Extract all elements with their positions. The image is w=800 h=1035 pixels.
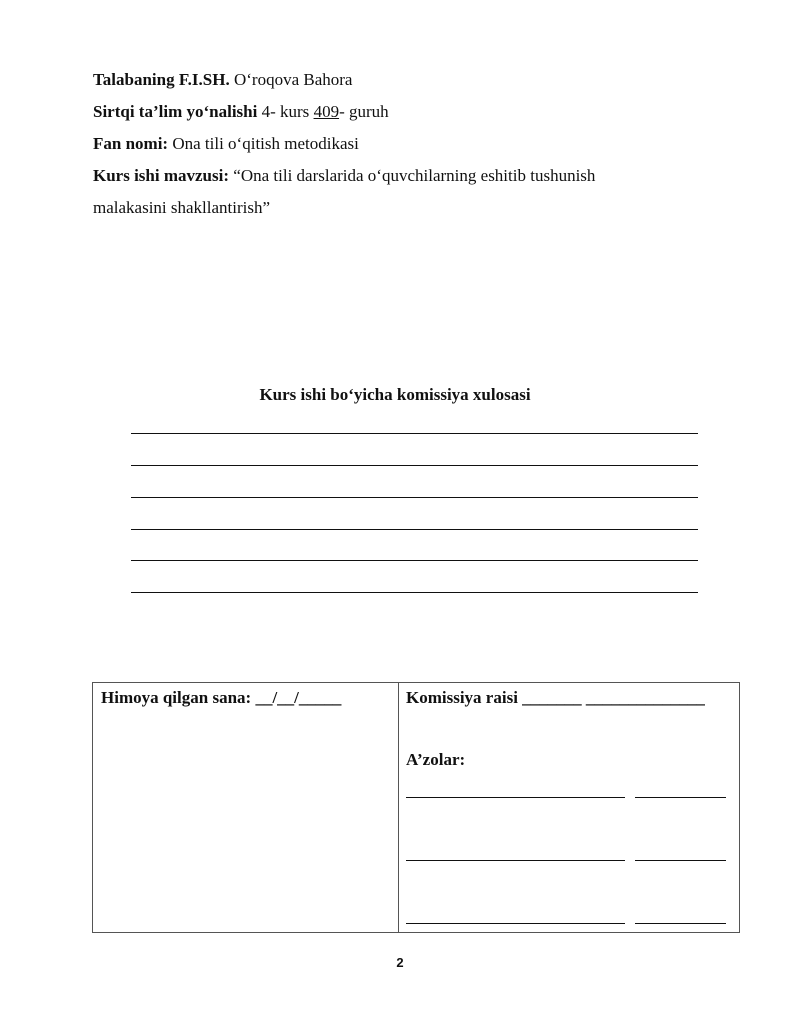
defense-table [92, 682, 740, 933]
program-line [93, 102, 389, 122]
topic-line-2 [93, 198, 270, 218]
course-text: 4- kurs [257, 102, 314, 121]
conclusion-line[interactable] [131, 560, 698, 561]
page-number: 2 [396, 955, 404, 970]
commission-chair-label: Komissiya raisi _______ ______________ [406, 688, 705, 707]
conclusion-line[interactable] [131, 497, 698, 498]
conclusion-line[interactable] [131, 592, 698, 593]
subject-line [93, 134, 359, 154]
members-label: A’zolar: [406, 750, 466, 769]
subject-value: Ona tili o‘qitish metodikasi [168, 134, 359, 153]
member-name-line[interactable] [406, 797, 625, 798]
student-name-value: O‘roqova Bahora [229, 70, 353, 89]
table-column-divider [398, 683, 399, 932]
subject-label: Fan nomi: [93, 134, 169, 153]
topic-value-line1: “Ona tili darslarida o‘quvchilarning eshitib tushunish [229, 166, 596, 185]
topic-value-line2: malakasini shakllantirish” [93, 198, 271, 217]
student-name-line [93, 70, 352, 90]
commission-conclusion-heading: Kurs ishi bo‘yicha komissiya xulosasi [259, 385, 531, 404]
conclusion-line[interactable] [131, 529, 698, 530]
conclusion-line[interactable] [131, 465, 698, 466]
program-label: Sirtqi ta’lim yo‘nalishi [93, 102, 258, 121]
topic-label: Kurs ishi mavzusi: [93, 166, 230, 185]
student-name-label: Talabaning F.I.SH. [93, 70, 230, 89]
conclusion-line[interactable] [131, 433, 698, 434]
defense-date-label: Himoya qilgan sana: __/__/_____ [101, 688, 342, 707]
topic-line [93, 166, 595, 186]
group-suffix: - guruh [339, 102, 389, 121]
group-number: 409 [313, 102, 340, 121]
member-signature-line[interactable] [635, 797, 726, 798]
member-name-line[interactable] [406, 860, 625, 861]
member-signature-line[interactable] [635, 923, 726, 924]
member-signature-line[interactable] [635, 860, 726, 861]
member-name-line[interactable] [406, 923, 625, 924]
